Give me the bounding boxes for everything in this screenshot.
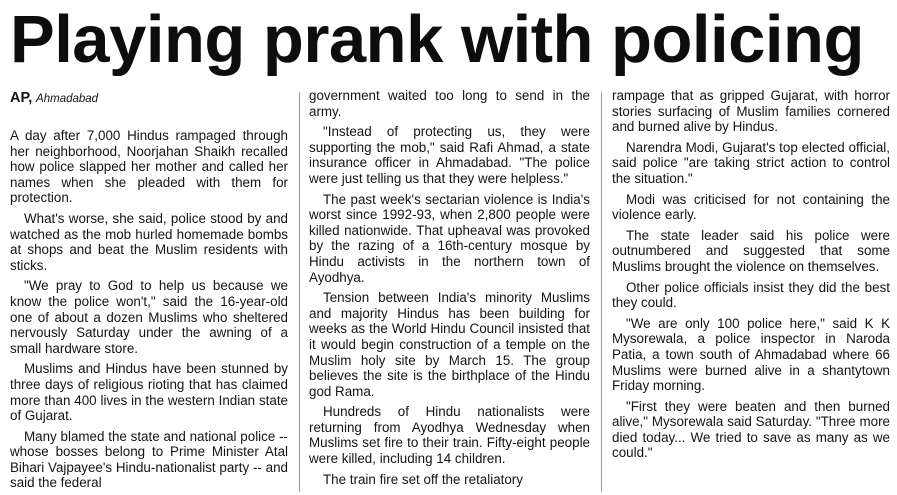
paragraph: "We are only 100 police here," said K K Mysorewala, a police inspector in Naroda Patia, a town south of Ahmadabad where 66 Muslims were burned alive in a shantytown Friday morning. <box>612 315 890 394</box>
paragraph: rampage that as gripped Gujarat, with horror stories surfacing of Muslim families cornered and burned alive by Hindus. <box>612 88 890 135</box>
paragraph: government waited too long to send in the army. <box>309 88 590 119</box>
paragraph: Muslims and Hindus have been stunned by three days of religious rioting that has claimed more than 400 lives in the western Indian state of Gujarat. <box>10 361 288 424</box>
paragraph: A day after 7,000 Hindus rampaged through her neighborhood, Noorjahan Shaikh recalled how police slapped her mother and called her names when she pleaded with them for protection. <box>10 128 288 206</box>
paragraph: The train fire set off the retaliatory <box>323 471 523 487</box>
column-divider-1 <box>299 92 300 492</box>
paragraph: Tension between India's minority Muslims and majority Hindus has been building for weeks as the World Hindu Council insisted that it would begin construction of a temple on the Muslim holy site by March 15. The group believes the site is the birthplace of the Hindu god Rama. <box>309 290 590 399</box>
paragraph: "Instead of protecting us, they were supporting the mob," said Rafi Ahmad, a state insurance officer in Ahmadabad. "The police were just telling us that they were helpless." <box>309 124 590 186</box>
paragraph: Other police officials insist they did the best they could. <box>612 279 890 311</box>
paragraph: The past week's sectarian violence is India's worst since 1992-93, when 2,800 people were killed nationwide. That upheaval was provoked by the razing of a 16th-century mosque by Hindu activists in the northern town of Ayodhya. <box>309 191 590 285</box>
paragraph: Hundreds of Hindu nationalists were returning from Ayodhya Wednesday when Muslims set fire to their train. Fifty-eight people were killed, including 14 children. <box>309 404 590 467</box>
paragraph: Modi was criticised for not containing the violence early. <box>612 191 890 223</box>
paragraph: The state leader said his police were outnumbered and suggested that some Muslims brought the violence on themselves. <box>612 227 890 274</box>
column-divider-2 <box>601 92 602 492</box>
paragraph: "First they were beaten and then burned alive," Mysorewala said Saturday. "Three more died today... We tried to save as many as we could." <box>612 398 890 461</box>
paragraph: Narendra Modi, Gujarat's top elected official, said police "are taking strict action to control the situation." <box>612 139 890 186</box>
byline-agency: AP, <box>10 90 33 106</box>
paragraph: Many blamed the state and national police -- whose bosses belong to Prime Minister Atal Bihari Vajpayee's Hindu-nationalist party -- and said the federal <box>10 428 288 491</box>
article-column-2 <box>309 88 590 487</box>
article-column-3 <box>612 88 890 461</box>
byline <box>10 90 288 107</box>
article-column-1 <box>10 90 288 491</box>
headline: Playing prank with policing <box>10 2 864 77</box>
paragraph: What's worse, she said, police stood by and watched as the mob hurled homemade bombs at shops and beat the Muslim residents with sticks. <box>10 210 288 273</box>
paragraph: "We pray to God to help us because we know the police won't," said the 16-year-old one of about a dozen Muslims who sheltered nervously Saturday under the awning of a small hardware store. <box>10 278 288 356</box>
byline-location: Ahmadabad <box>36 93 99 105</box>
